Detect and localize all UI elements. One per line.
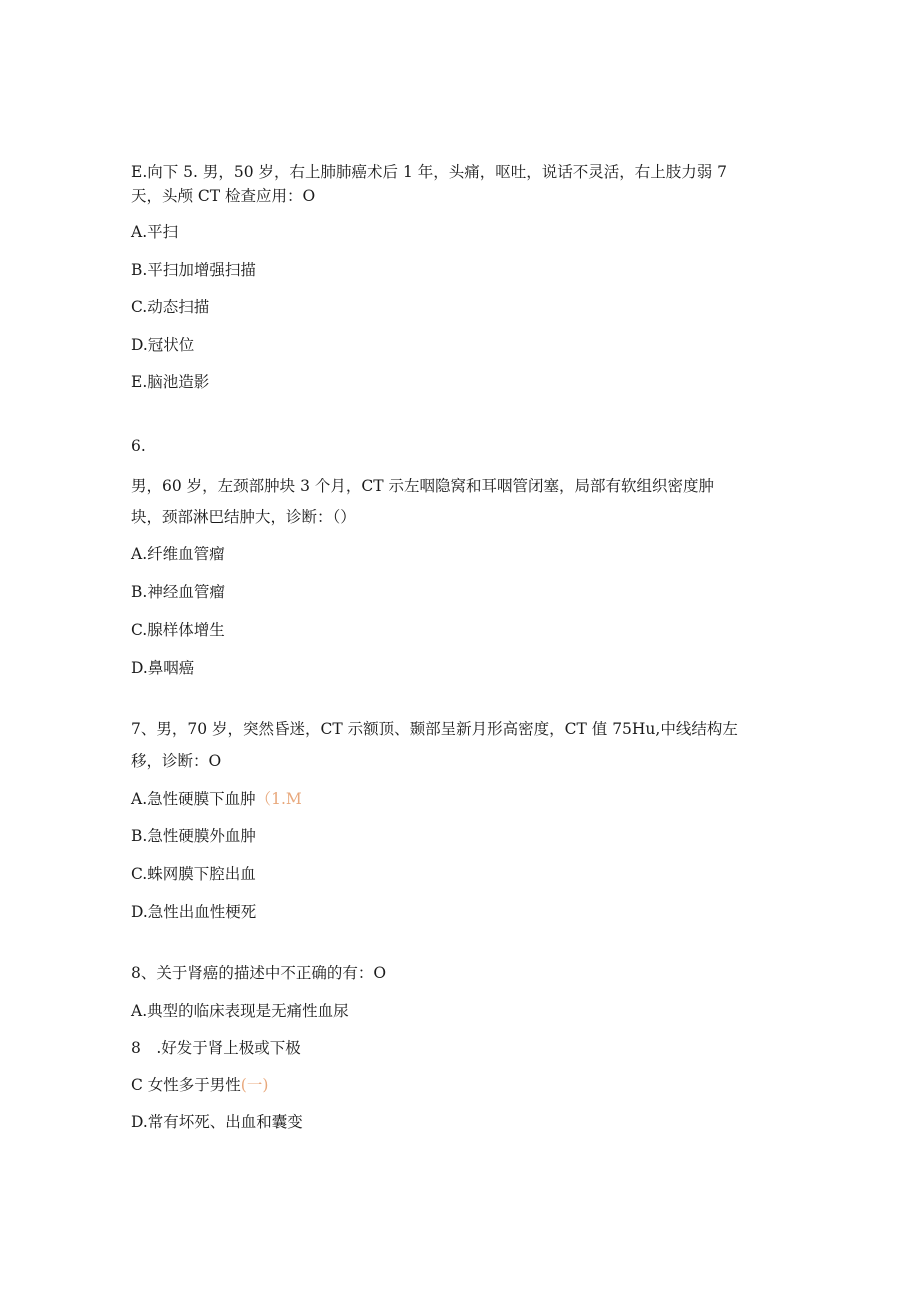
q7-option-d: D.急性出血性梗死 (131, 903, 257, 921)
q5-option-b: B.平扫加增强扫描 (131, 261, 256, 279)
q7-option-a (131, 789, 302, 809)
q7-option-a-mark: （1.M (255, 790, 302, 808)
q6-option-a: A.纤维血管瘤 (131, 545, 225, 563)
q6-number: 6. (131, 437, 146, 455)
q6-stem-line-1: 男，60 岁，左颈部肿块 3 个月，CT 示左咽隐窝和耳咽管闭塞，局部有软组织密度肿 (131, 477, 714, 495)
q5-option-e: E.脑池造影 (131, 373, 210, 391)
q6-option-c: C.腺样体增生 (131, 621, 225, 639)
q8-option-c (131, 1075, 268, 1095)
q8-option-c-mark: (一) (240, 1076, 269, 1094)
q8-option-b: 8 .好发于肾上极或下极 (131, 1039, 301, 1057)
q6-stem-line-2: 块，颈部淋巴结肿大，诊断：（） (131, 508, 356, 526)
q8-stem: 8、关于肾癌的描述中不正确的有：O (131, 964, 387, 982)
q6-option-d: D.鼻咽癌 (131, 659, 195, 677)
q8-option-d: D.常有坏死、出血和囊变 (131, 1113, 303, 1131)
q8-option-c-text: C 女性多于男性 (131, 1076, 241, 1094)
q5-stem-line-2: 天，头颅 CT 检查应用：O (131, 187, 316, 205)
q7-option-c: C.蛛网膜下腔出血 (131, 865, 256, 883)
q7-stem-line-1: 7、男，70 岁，突然昏迷，CT 示额顶、颞部呈新月形高密度，CT 值 75Hu,中线结构左 (131, 720, 738, 738)
q7-option-a-text: A.急性硬膜下血肿 (131, 790, 256, 808)
q8-option-a: A.典型的临床表现是无痛性血尿 (131, 1002, 349, 1020)
q7-stem-line-2: 移，诊断：O (131, 752, 222, 770)
q5-stem-line-1: E.向下 5. 男，50 岁，右上肺肺癌术后 1 年，头痛，呕吐，说话不灵活，右上肢力弱 7 (131, 163, 728, 181)
q5-option-c: C.动态扫描 (131, 298, 210, 316)
q5-option-a: A.平扫 (131, 223, 179, 241)
q7-option-b: B.急性硬膜外血肿 (131, 827, 256, 845)
q5-option-d: D.冠状位 (131, 336, 195, 354)
q6-option-b: B.神经血管瘤 (131, 583, 225, 601)
